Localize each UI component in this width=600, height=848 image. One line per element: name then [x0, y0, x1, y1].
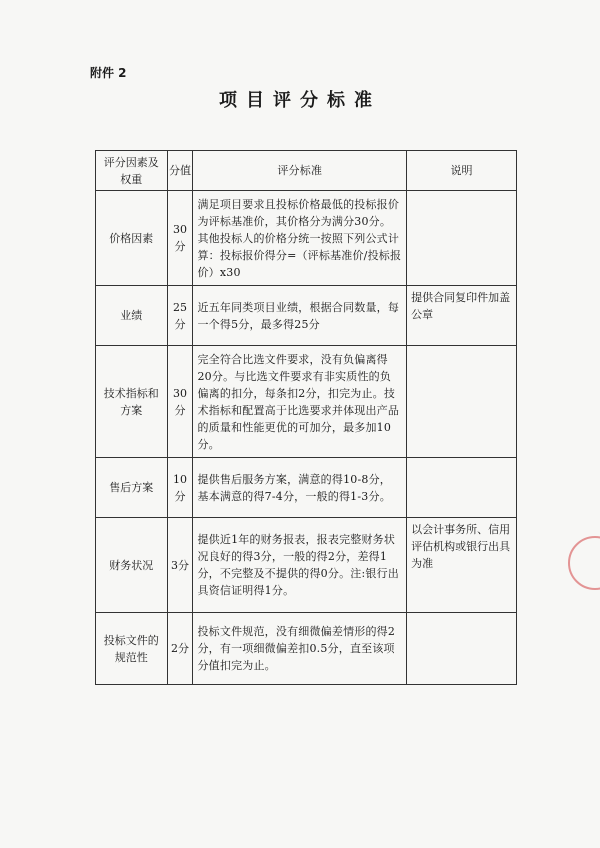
row-criteria: 满足项目要求且投标价格最低的投标报价为评标基准价，其价格分为满分30分。其他投标人的价格分统一按照下列公式计算：投标报价得分=（评标基准价/投标报价）x30 [193, 191, 407, 286]
table-row [96, 191, 517, 286]
row-criteria: 提供近1年的财务报表，报表完整财务状况良好的得3分，一般的得2分，差得1分，不完整及不提供的得0分。注:银行出具资信证明得1分。 [193, 518, 407, 613]
table-row [96, 518, 517, 613]
column-header-score: 分值 [167, 151, 193, 191]
row-factor: 业绩 [96, 286, 168, 346]
row-score: 25分 [167, 286, 193, 346]
row-factor: 技术指标和 方案 [96, 346, 168, 458]
table-row [96, 286, 517, 346]
column-header-factor: 评分因素及 权重 [96, 151, 168, 191]
row-score: 10分 [167, 458, 193, 518]
table-row [96, 346, 517, 458]
row-criteria: 投标文件规范，没有细微偏差情形的得2分，有一项细微偏差扣0.5分，直至该项分值扣完为止。 [193, 613, 407, 685]
row-score: 30分 [167, 346, 193, 458]
row-note [407, 346, 517, 458]
red-stamp-edge [568, 536, 600, 590]
row-criteria: 提供售后服务方案，满意的得10-8分，基本满意的得7-4分，一般的得1-3分。 [193, 458, 407, 518]
document-title: 项目评分标准 [219, 90, 381, 111]
row-criteria: 完全符合比选文件要求，没有负偏离得20分。与比选文件要求有非实质性的负偏离的扣分，每条扣2分，扣完为止。技术指标和配置高于比选要求并体现出产品的质量和性能更优的可加分，最多加10分。 [193, 346, 407, 458]
row-factor: 价格因素 [96, 191, 168, 286]
row-note [407, 613, 517, 685]
row-factor: 投标文件的 规范性 [96, 613, 168, 685]
table-row [96, 613, 517, 685]
row-note: 提供合同复印件加盖公章 [407, 286, 517, 346]
row-factor: 财务状况 [96, 518, 168, 613]
column-header-note: 说明 [407, 151, 517, 191]
row-score: 2分 [167, 613, 193, 685]
row-score: 3分 [167, 518, 193, 613]
row-factor: 售后方案 [96, 458, 168, 518]
row-score: 30分 [167, 191, 193, 286]
table-header-row [96, 151, 517, 191]
column-header-criteria: 评分标准 [193, 151, 407, 191]
row-criteria: 近五年同类项目业绩，根据合同数量，每一个得5分，最多得25分 [193, 286, 407, 346]
row-note [407, 458, 517, 518]
scoring-criteria-table [95, 150, 517, 685]
table-row [96, 458, 517, 518]
row-note [407, 191, 517, 286]
attachment-label: 附件 2 [90, 66, 127, 80]
row-note: 以会计事务所、信用评估机构或银行出具为准 [407, 518, 517, 613]
